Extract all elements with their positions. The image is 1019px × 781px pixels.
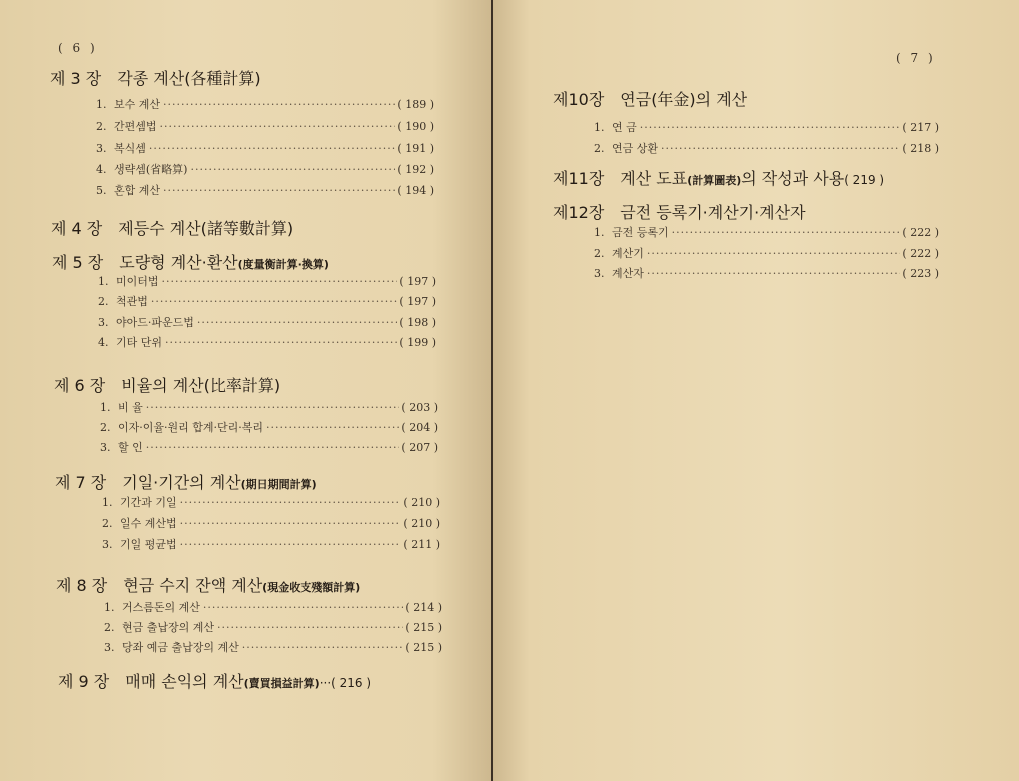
item-label: 기간과 기일 (120, 496, 177, 509)
chapter-title: 기일·기간의 계산 (122, 473, 241, 492)
item-number: 1. (98, 275, 109, 288)
item-page: ( 223 ) (902, 267, 939, 280)
chapter-3-heading (50, 66, 261, 89)
chapter-subtitle: (度量衡計算·換算) (237, 258, 329, 271)
item-label: 연 금 (612, 121, 637, 134)
item-page: ( 197 ) (399, 295, 436, 308)
item-label: 간편셈법 (114, 120, 157, 133)
item-number: 2. (100, 421, 111, 434)
item-number: 3. (98, 316, 109, 329)
dot-leader (190, 163, 395, 176)
chapter-subtitle: (現金收支殘額計算) (262, 581, 361, 594)
chapter-number: 제 7 장 (55, 473, 107, 492)
item-number: 2. (96, 120, 107, 133)
item-number: 3. (100, 441, 111, 454)
chapter-number: 제 3 장 (50, 69, 102, 88)
dot-leader (165, 336, 397, 349)
dot-leader (180, 517, 402, 530)
item-page: ( 218 ) (902, 142, 939, 155)
item-page: ( 204 ) (401, 421, 438, 434)
item-number: 2. (594, 142, 605, 155)
item-page: ( 207 ) (401, 441, 438, 454)
chapter-title: 금전 등록기·계산기·계산자 (620, 203, 806, 222)
item-number: 3. (96, 142, 107, 155)
dot-leader (197, 316, 398, 329)
item-page: ( 210 ) (403, 517, 440, 530)
toc-item (594, 224, 939, 240)
item-page: ( 191 ) (397, 142, 434, 155)
toc-item (104, 639, 442, 655)
chapter-10-heading (553, 87, 747, 110)
toc-item (594, 140, 939, 156)
dot-leader (180, 496, 402, 509)
item-label: 기타 단위 (116, 336, 163, 349)
dot-leader (672, 226, 901, 239)
item-label: 현금 출납장의 계산 (122, 621, 215, 634)
chapter-title: 연금(年金)의 계산 (620, 90, 748, 109)
item-label: 연금 상환 (612, 142, 659, 155)
dot-leader (149, 142, 396, 155)
chapter-subtitle: (各種計算) (184, 69, 261, 88)
toc-item (98, 273, 436, 289)
toc-item (96, 118, 434, 134)
item-page: ( 214 ) (405, 601, 442, 614)
chapter-title: 비율의 계산 (121, 376, 204, 395)
item-number: 1. (100, 401, 111, 414)
item-label: 복식셈 (114, 142, 146, 155)
chapter-title: 계산 도표 (620, 169, 688, 188)
item-number: 2. (594, 247, 605, 260)
dot-leader (266, 421, 399, 434)
item-number: 2. (102, 517, 113, 530)
chapter-title: 현금 수지 잔액 계산 (123, 576, 263, 595)
item-page: ( 215 ) (405, 621, 442, 634)
toc-item (104, 599, 442, 615)
item-page: ( 215 ) (405, 641, 442, 654)
toc-item (98, 314, 436, 330)
chapter-title: 각종 계산 (117, 69, 185, 88)
item-label: 일수 계산법 (120, 517, 177, 530)
item-page: ( 210 ) (403, 496, 440, 509)
item-number: 3. (102, 538, 113, 551)
page-number-right: ( 7 ) (896, 51, 936, 65)
toc-item (96, 96, 434, 112)
toc-item (100, 399, 438, 415)
toc-item (594, 245, 939, 261)
chapter-title: 매매 손익의 계산 (125, 672, 244, 691)
chapter-number: 제 6 장 (54, 376, 106, 395)
item-label: 야아드·파운드법 (116, 316, 194, 329)
left-page (0, 0, 491, 781)
chapter-subtitle: (賣買損益計算) (243, 677, 320, 690)
item-label: 미이터법 (116, 275, 159, 288)
chapter-4-heading (51, 216, 293, 239)
dot-leader (647, 247, 901, 260)
chapter-number: 제12장 (553, 203, 605, 222)
item-number: 4. (96, 163, 107, 176)
item-number: 2. (98, 295, 109, 308)
chapter-11-heading (553, 166, 884, 189)
item-page: ( 189 ) (397, 98, 434, 111)
item-page: ( 194 ) (397, 184, 434, 197)
toc-item (98, 293, 436, 309)
item-page: ( 199 ) (399, 336, 436, 349)
item-page: ( 211 ) (403, 538, 440, 551)
toc-item (102, 536, 440, 552)
chapter-page: ( 219 ) (844, 173, 885, 187)
dot-leader (640, 121, 901, 134)
item-number: 1. (104, 601, 115, 614)
toc-item (96, 182, 434, 198)
item-label: 이자·이율·원리 합계·단리·복리 (118, 421, 263, 434)
chapter-7-heading (55, 470, 317, 493)
dot-leader (163, 98, 395, 111)
chapter-subtitle: (期日期間計算) (240, 478, 317, 491)
chapter-12-heading (553, 200, 806, 223)
chapter-number: 제 4 장 (51, 219, 103, 238)
chapter-6-heading (54, 373, 280, 396)
item-number: 3. (594, 267, 605, 280)
toc-item (104, 619, 442, 635)
chapter-5-heading (52, 250, 329, 273)
toc-item (96, 161, 434, 177)
dot-leader (661, 142, 900, 155)
item-number: 2. (104, 621, 115, 634)
dot-leader (163, 184, 395, 197)
dot-leader (146, 441, 400, 454)
item-label: 기일 평균법 (120, 538, 177, 551)
dot-leader (160, 120, 396, 133)
item-label: 척관법 (116, 295, 148, 308)
item-page: ( 203 ) (401, 401, 438, 414)
chapter-subtitle: (比率計算) (203, 376, 281, 395)
item-page: ( 222 ) (902, 247, 939, 260)
dot-leader (146, 401, 400, 414)
item-label: 금전 등록기 (612, 226, 669, 239)
item-page: ( 192 ) (397, 163, 434, 176)
chapter-subtitle: (諸等數計算) (200, 219, 294, 238)
dot-leader (162, 275, 398, 288)
item-label: 당좌 예금 출납장의 계산 (122, 641, 239, 654)
chapter-title-tail: 의 작성과 사용 (741, 169, 845, 188)
chapter-number: 제 8 장 (56, 576, 108, 595)
chapter-9-heading (58, 669, 371, 692)
right-page (493, 0, 1019, 781)
dot-leader (203, 601, 404, 614)
item-page: ( 190 ) (397, 120, 434, 133)
dot-leader (217, 621, 403, 634)
dot-leader (151, 295, 398, 308)
item-number: 3. (104, 641, 115, 654)
item-label: 할 인 (118, 441, 143, 454)
item-label: 계산기 (612, 247, 644, 260)
item-label: 비 율 (118, 401, 143, 414)
item-page: ( 197 ) (399, 275, 436, 288)
toc-item (594, 265, 939, 281)
toc-item (100, 419, 438, 435)
item-number: 1. (594, 121, 605, 134)
item-number: 5. (96, 184, 107, 197)
item-label: 생략셈(省略算) (114, 163, 188, 176)
item-page: ( 217 ) (902, 121, 939, 134)
toc-item (96, 140, 434, 156)
chapter-subtitle: (計算圖表) (687, 174, 742, 187)
toc-item (98, 334, 436, 350)
item-number: 1. (96, 98, 107, 111)
toc-item (594, 119, 939, 135)
item-label: 거스름돈의 계산 (122, 601, 200, 614)
dot-leader (647, 267, 901, 280)
chapter-number: 제 9 장 (58, 672, 110, 691)
item-label: 보수 계산 (114, 98, 161, 111)
chapter-number: 제10장 (553, 90, 605, 109)
toc-item (100, 439, 438, 455)
chapter-8-heading (56, 573, 360, 596)
chapter-number: 제11장 (553, 169, 605, 188)
dot-leader (180, 538, 402, 551)
chapter-title: 제등수 계산 (118, 219, 201, 238)
item-number: 1. (594, 226, 605, 239)
item-page: ( 198 ) (399, 316, 436, 329)
chapter-title: 도량형 계산·환산 (119, 253, 238, 272)
toc-item (102, 515, 440, 531)
dot-leader (242, 641, 404, 654)
toc-item (102, 494, 440, 510)
item-number: 4. (98, 336, 109, 349)
item-label: 혼합 계산 (114, 184, 161, 197)
page-number-left: ( 6 ) (58, 41, 98, 55)
item-page: ( 222 ) (902, 226, 939, 239)
chapter-number: 제 5 장 (52, 253, 104, 272)
chapter-page: ···( 216 ) (319, 676, 372, 690)
item-label: 계산자 (612, 267, 644, 280)
item-number: 1. (102, 496, 113, 509)
